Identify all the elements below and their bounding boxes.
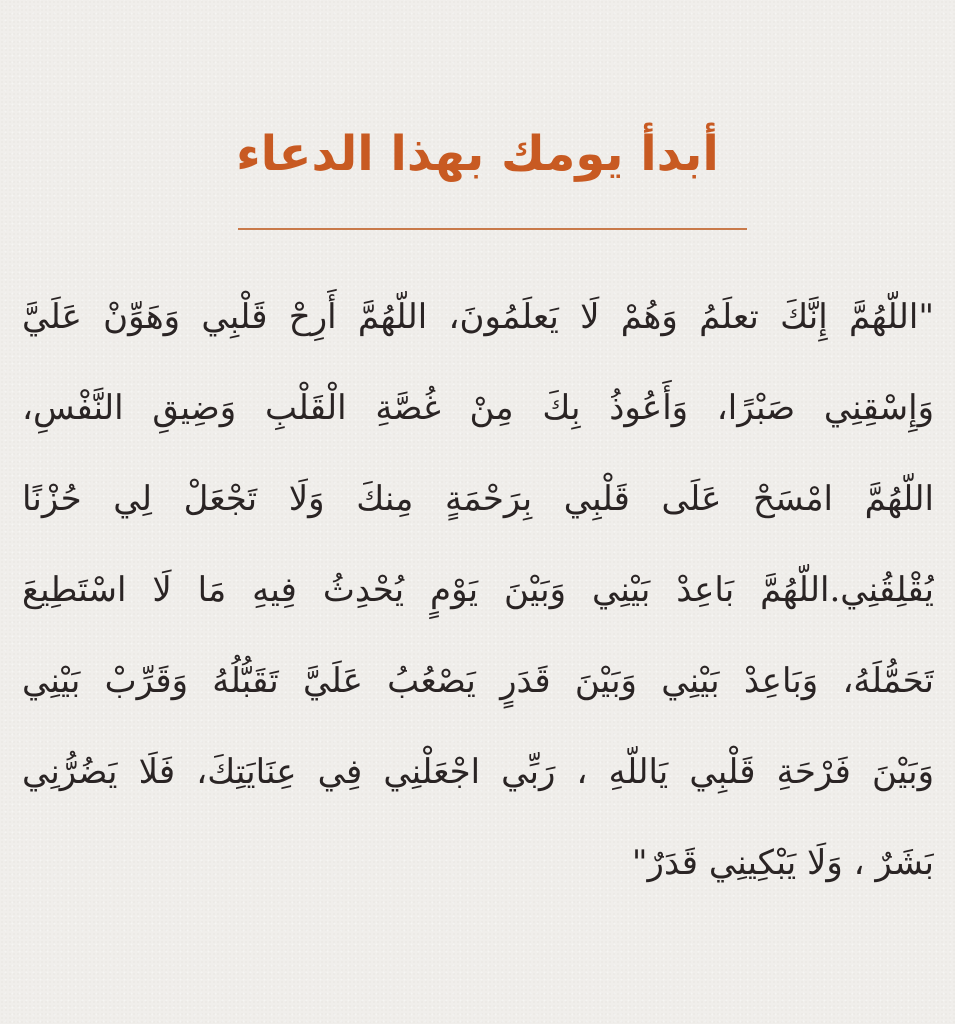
dua-line: يُقْلِقُنِي.اللّهُمَّ بَاعِدْ بَيْنِي وَبَيْنَ يَوْمٍ يُحْدِثُ فِيهِ مَا لَا اسْتَطِيعَ [22,570,934,610]
title-divider [238,228,747,230]
page-title: أبدأ يومك بهذا الدعاء [236,126,719,182]
dua-line: وَإِسْقِنِي صَبْرًا، وَأَعُوذُ بِكَ مِنْ غُصَّةِ الْقَلْبِ وَضِيقِ النَّفْسِ، [22,388,934,428]
dua-text [22,272,934,909]
dua-line: اللّهُمَّ امْسَحْ عَلَى قَلْبِي بِرَحْمَةٍ مِنكَ وَلَا تَجْعَلْ لِي حُزْنًا [22,479,934,519]
dua-line: بَشَرٌ ، وَلَا يَبْكِينِي قَدَرٌ" [631,843,934,883]
dua-line: تَحَمُّلَهُ، وَبَاعِدْ بَيْنِي وَبَيْنَ قَدَرٍ يَصْعُبُ عَلَيَّ تَقَبُّلُهُ وَقَرِّبْ بَيْنِي [22,661,934,701]
dua-line: وَبَيْنَ فَرْحَةِ قَلْبِي يَاللّهِ ، رَبِّي اجْعَلْنِي فِي عِنَايَتِكَ، فَلَا يَضُرُّنِي [22,752,934,792]
dua-line: "اللّهُمَّ إِنَّكَ تعلَمُ وَهُمْ لَا يَعلَمُونَ، اللّهُمَّ أَرِحْ قَلْبِي وَهَوِّنْ عَلَيَّ [22,297,934,337]
